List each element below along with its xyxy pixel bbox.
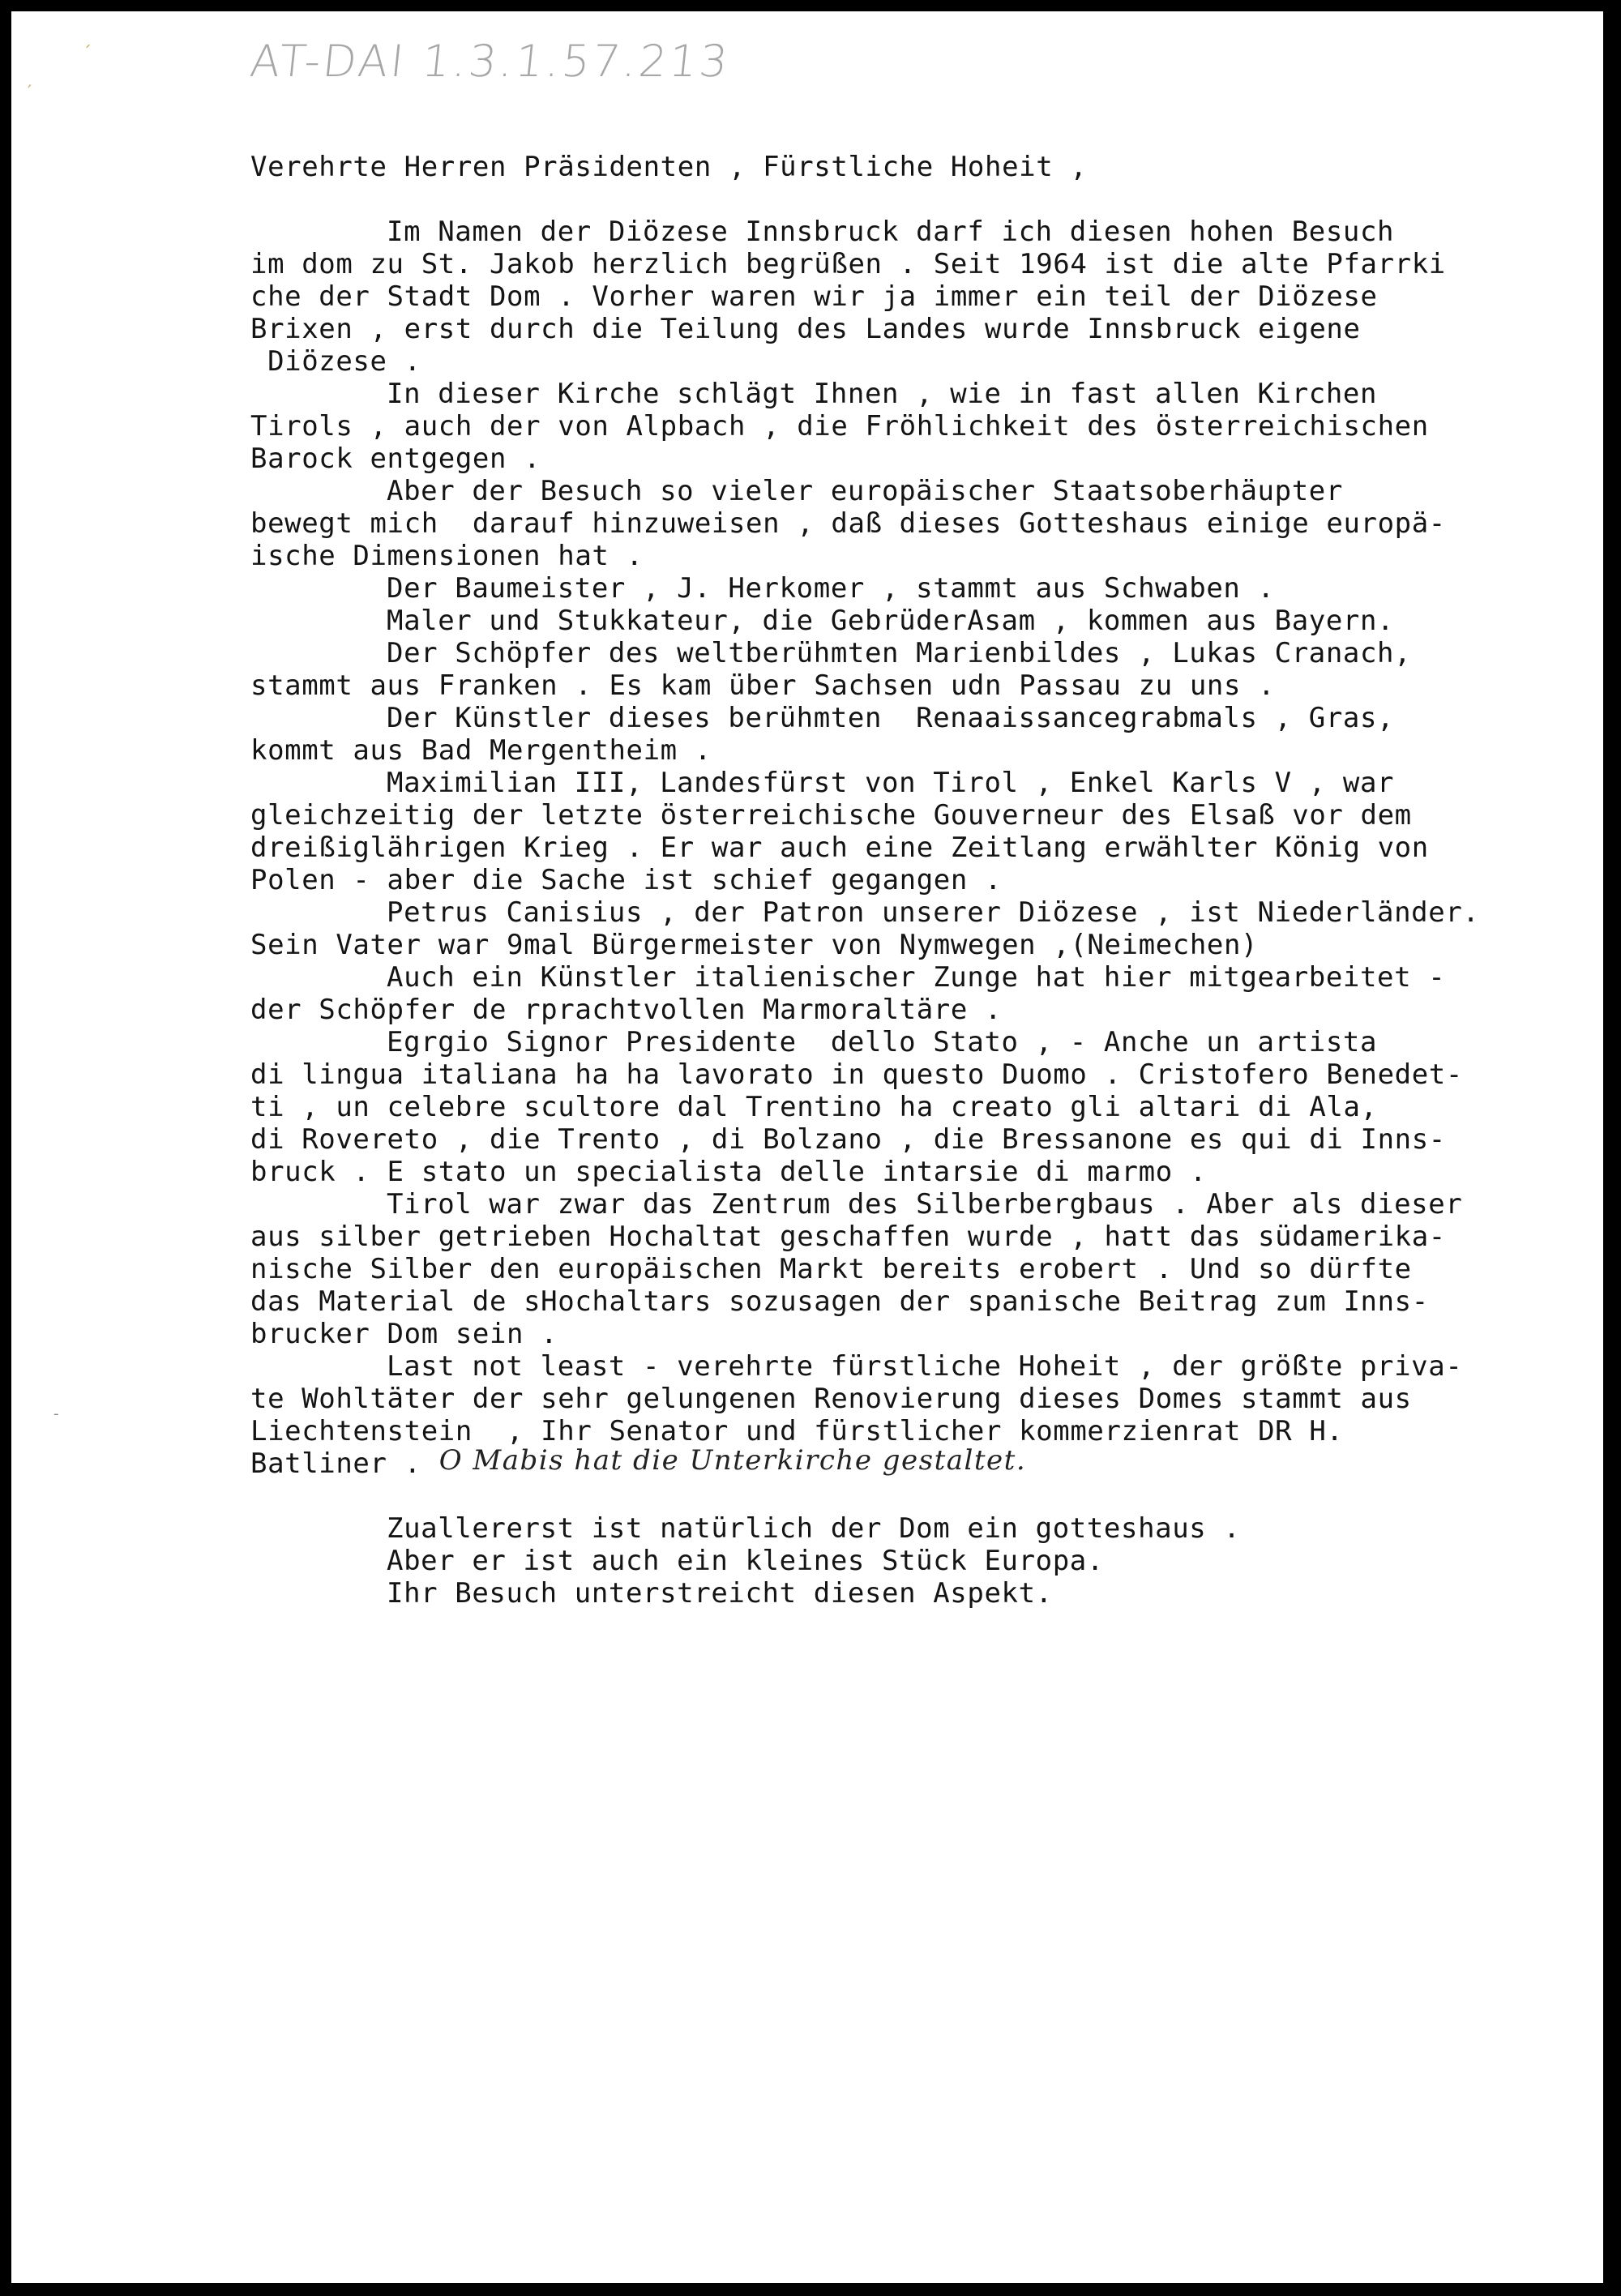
text-line: Last not least - verehrte fürstliche Hoheit , der größte priva- (387, 1350, 1463, 1383)
text-line: di lingua italiana ha ha lavorato in questo Duomo . Cristofero Benedet- (250, 1058, 1463, 1091)
text-line: stammt aus Franken . Es kam über Sachsen udn Passau zu uns . (250, 669, 1276, 702)
closing-line: Zuallererst ist natürlich der Dom ein gotteshaus . (387, 1512, 1241, 1545)
text-line: Aber der Besuch so vieler europäischer Staatsoberhäupter (387, 475, 1343, 507)
text-line: In dieser Kirche schlägt Ihnen , wie in fast allen Kirchen (387, 378, 1378, 410)
document-page (11, 11, 1603, 2283)
text-line: Maler und Stukkateur, die GebrüderAsam , kommen aus Bayern. (387, 605, 1395, 637)
text-line: Tirol war zwar das Zentrum des Silberbergbaus . Aber als dieser (387, 1188, 1463, 1221)
text-line: gleichzeitig der letzte österreichische Gouverneur des Elsaß vor dem (250, 799, 1412, 832)
text-line: kommt aus Bad Mergentheim . (250, 734, 712, 767)
text-line: Der Schöpfer des weltberühmten Marienbildes , Lukas Cranach, (387, 637, 1412, 669)
closing-line: Aber er ist auch ein kleines Stück Europa. (387, 1545, 1104, 1577)
typed-name: Batliner . (250, 1447, 421, 1480)
text-line: Egrgio Signor Presidente dello Stato , - Anche un artista (387, 1026, 1378, 1058)
letter-body (250, 151, 1596, 1610)
signature-line (250, 1444, 1596, 1480)
text-line: bewegt mich darauf hinzuweisen , daß dieses Gotteshaus einige europä- (250, 507, 1446, 540)
text-line: Maximilian III, Landesfürst von Tirol , Enkel Karls V , war (387, 767, 1395, 799)
text-line: brucker Dom sein . (250, 1318, 558, 1350)
handwritten-note: O Mabis hat die Unterkirche gestaltet. (438, 1444, 1027, 1477)
margin-mark: ′ (28, 83, 32, 103)
text-line: Der Baumeister , J. Herkomer , stammt aus Schwaben . (387, 572, 1275, 605)
text-line: Im Namen der Diözese Innsbruck darf ich diesen hohen Besuch (387, 216, 1395, 248)
text-line: Diözese . (250, 345, 421, 378)
margin-mark: ´ (83, 44, 92, 64)
text-line: bruck . E stato un specialista delle intarsie di marmo . (250, 1156, 1207, 1188)
text-line: che der Stadt Dom . Vorher waren wir ja immer ein teil der Diözese (250, 280, 1378, 313)
text-line: Auch ein Künstler italienischer Zunge hat hier mitgearbeitet - (387, 961, 1446, 994)
text-line: Petrus Canisius , der Patron unserer Diözese , ist Niederländer. (387, 896, 1480, 929)
text-line: aus silber getrieben Hochaltat geschaffen wurde , hatt das südamerika- (250, 1221, 1446, 1253)
closing-line: Ihr Besuch unterstreicht diesen Aspekt. (387, 1577, 1053, 1610)
text-line: im dom zu St. Jakob herzlich begrüßen . Seit 1964 ist die alte Pfarrki (250, 248, 1446, 280)
text-line: Tirols , auch der von Alpbach , die Fröhlichkeit des österreichischen (250, 410, 1429, 443)
text-line: Barock entgegen . (250, 443, 541, 475)
archive-id-stamp: AT-DAI 1.3.1.57.213 (247, 36, 733, 87)
text-line: di Rovereto , die Trento , di Bolzano , die Bressanone es qui di Inns- (250, 1123, 1446, 1156)
text-line: dreißiglährigen Krieg . Er war auch eine Zeitlang erwählter König von (250, 832, 1429, 864)
salutation: Verehrte Herren Präsidenten , Fürstliche Hoheit , (250, 151, 1088, 183)
text-line: der Schöpfer de rprachtvollen Marmoraltäre . (250, 994, 1003, 1026)
margin-mark: - (53, 1405, 59, 1422)
text-line: Sein Vater war 9mal Bürgermeister von Nymwegen ,(Neimechen) (250, 929, 1259, 961)
body-paragraphs (250, 216, 1596, 1447)
text-line: ische Dimensionen hat . (250, 540, 644, 572)
text-line: das Material de sHochaltars sozusagen der spanische Beitrag zum Inns- (250, 1285, 1429, 1318)
text-line: ti , un celebre scultore dal Trentino ha creato gli altari di Ala, (250, 1091, 1378, 1123)
text-line: nische Silber den europäischen Markt bereits erobert . Und so dürfte (250, 1253, 1412, 1285)
text-line: te Wohltäter der sehr gelungenen Renovierung dieses Domes stammt aus (250, 1383, 1412, 1415)
text-line: Der Künstler dieses berühmten Renaaissancegrabmals , Gras, (387, 702, 1395, 734)
text-line: Polen - aber die Sache ist schief gegangen . (250, 864, 1003, 896)
text-line: Brixen , erst durch die Teilung des Landes wurde Innsbruck eigene (250, 313, 1361, 345)
text-line: Liechtenstein , Ihr Senator und fürstlicher kommerzienrat DR H. (250, 1415, 1344, 1447)
